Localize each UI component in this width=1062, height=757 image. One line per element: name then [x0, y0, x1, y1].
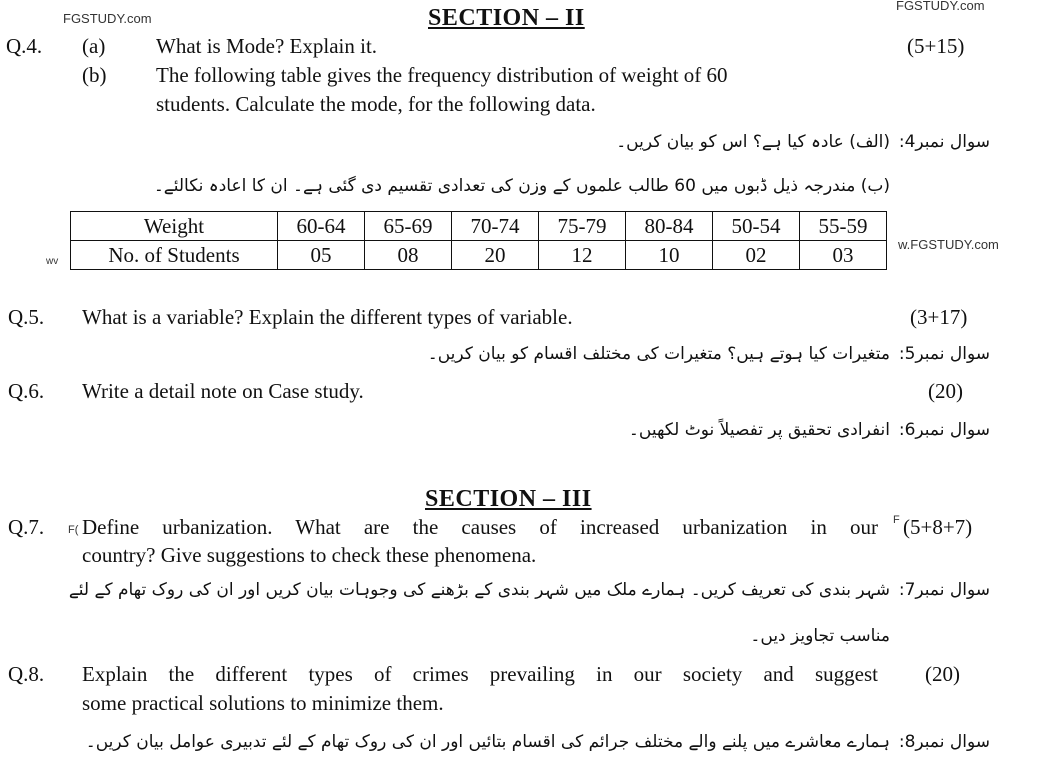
q5-text: What is a variable? Explain the different types of variable.	[82, 305, 573, 329]
q7-urdu-line1: شہر بندی کی تعریف کریں۔ ہمارے ملک میں شہر بندی کے بڑھنے کی وجوہات بیان کریں اور ان کی روک تھام کے لئے	[68, 580, 890, 600]
table-cell: 70-74	[452, 212, 539, 241]
q7-line1: Define urbanization. What are the causes of increased urbanization in our	[82, 515, 878, 539]
section-3-title: SECTION – III	[425, 486, 592, 512]
table-cell: 65-69	[365, 212, 452, 241]
q5-number: Q.5.	[8, 305, 45, 329]
q8-number: Q.8.	[8, 662, 45, 686]
q6-urdu: انفرادی تحقیق پر تفصیلاً نوٹ لکھیں۔	[628, 420, 890, 440]
table-header-students: No. of Students	[71, 241, 278, 270]
q4a-text: What is Mode? Explain it.	[156, 34, 378, 58]
q8-urdu-label: سوال نمبر8:	[898, 732, 990, 752]
q6-number: Q.6.	[8, 379, 45, 403]
watermark-sec3-left: F(	[68, 524, 79, 536]
table-cell: 10	[626, 241, 713, 270]
q5-urdu-label: سوال نمبر5:	[898, 344, 990, 364]
q7-urdu-label: سوال نمبر7:	[898, 580, 990, 600]
frequency-table	[70, 211, 887, 270]
table-cell: 02	[713, 241, 800, 270]
table-cell: 50-54	[713, 212, 800, 241]
q5-marks: (3+17)	[910, 305, 968, 329]
table-cell: 05	[278, 241, 365, 270]
q8-urdu: ہمارے معاشرے میں پلنے والے مختلف جرائم کی اقسام بتائیں اور ان کی روک تھام کے لئے تدبیری عوامل بیان کریں۔	[85, 732, 890, 752]
table-row-students	[71, 241, 887, 270]
q4-urdu-label: سوال نمبر4:	[898, 132, 990, 152]
q6-urdu-label: سوال نمبر6:	[898, 420, 990, 440]
table-cell: 12	[539, 241, 626, 270]
table-cell: 80-84	[626, 212, 713, 241]
q5-urdu: متغیرات کیا ہوتے ہیں؟ متغیرات کی مختلف اقسام کو بیان کریں۔	[427, 344, 890, 364]
q4-number: Q.4.	[6, 34, 43, 58]
q7-line2: country? Give suggestions to check these phenomena.	[82, 543, 537, 567]
q8-marks: (20)	[925, 662, 960, 686]
q8-line1: Explain the different types of crimes prevailing in our society and suggest	[82, 662, 878, 686]
q7-marks: (5+8+7)	[903, 515, 973, 539]
watermark-table-right: w.FGSTUDY.com	[898, 237, 999, 252]
table-cell: 55-59	[800, 212, 887, 241]
table-header-weight: Weight	[71, 212, 278, 241]
q8-line2: some practical solutions to minimize them.	[82, 691, 444, 715]
watermark-top-right: FGSTUDY.com	[896, 0, 985, 13]
q4b-urdu: (ب) مندرجہ ذیل ڈبوں میں 60 طالب علموں کے وزن کی تعدادی تقسیم دی گئی ہے۔ ان کا اعادہ نکالئے۔	[153, 176, 890, 196]
table-cell: 60-64	[278, 212, 365, 241]
table-row-weight	[71, 212, 887, 241]
q6-marks: (20)	[928, 379, 963, 403]
q4-marks: (5+15)	[907, 34, 965, 58]
q7-urdu-line2: مناسب تجاویز دیں۔	[750, 626, 890, 646]
table-cell: 20	[452, 241, 539, 270]
q4a-urdu: (الف) عادہ کیا ہے؟ اس کو بیان کریں۔	[616, 132, 890, 152]
q4b-label: (b)	[82, 63, 107, 87]
watermark-sec3-right: F	[893, 514, 900, 526]
q6-text: Write a detail note on Case study.	[82, 379, 364, 403]
q4b-line2: students. Calculate the mode, for the following data.	[156, 92, 596, 116]
table-cell: 08	[365, 241, 452, 270]
watermark-top-left: FGSTUDY.com	[63, 11, 152, 26]
watermark-table-left: wv	[46, 256, 59, 267]
q4b-line1: The following table gives the frequency distribution of weight of 60	[156, 63, 728, 87]
q7-number: Q.7.	[8, 515, 45, 539]
table-cell: 75-79	[539, 212, 626, 241]
section-2-title: SECTION – II	[428, 5, 585, 31]
q4a-label: (a)	[82, 34, 106, 58]
table-cell: 03	[800, 241, 887, 270]
